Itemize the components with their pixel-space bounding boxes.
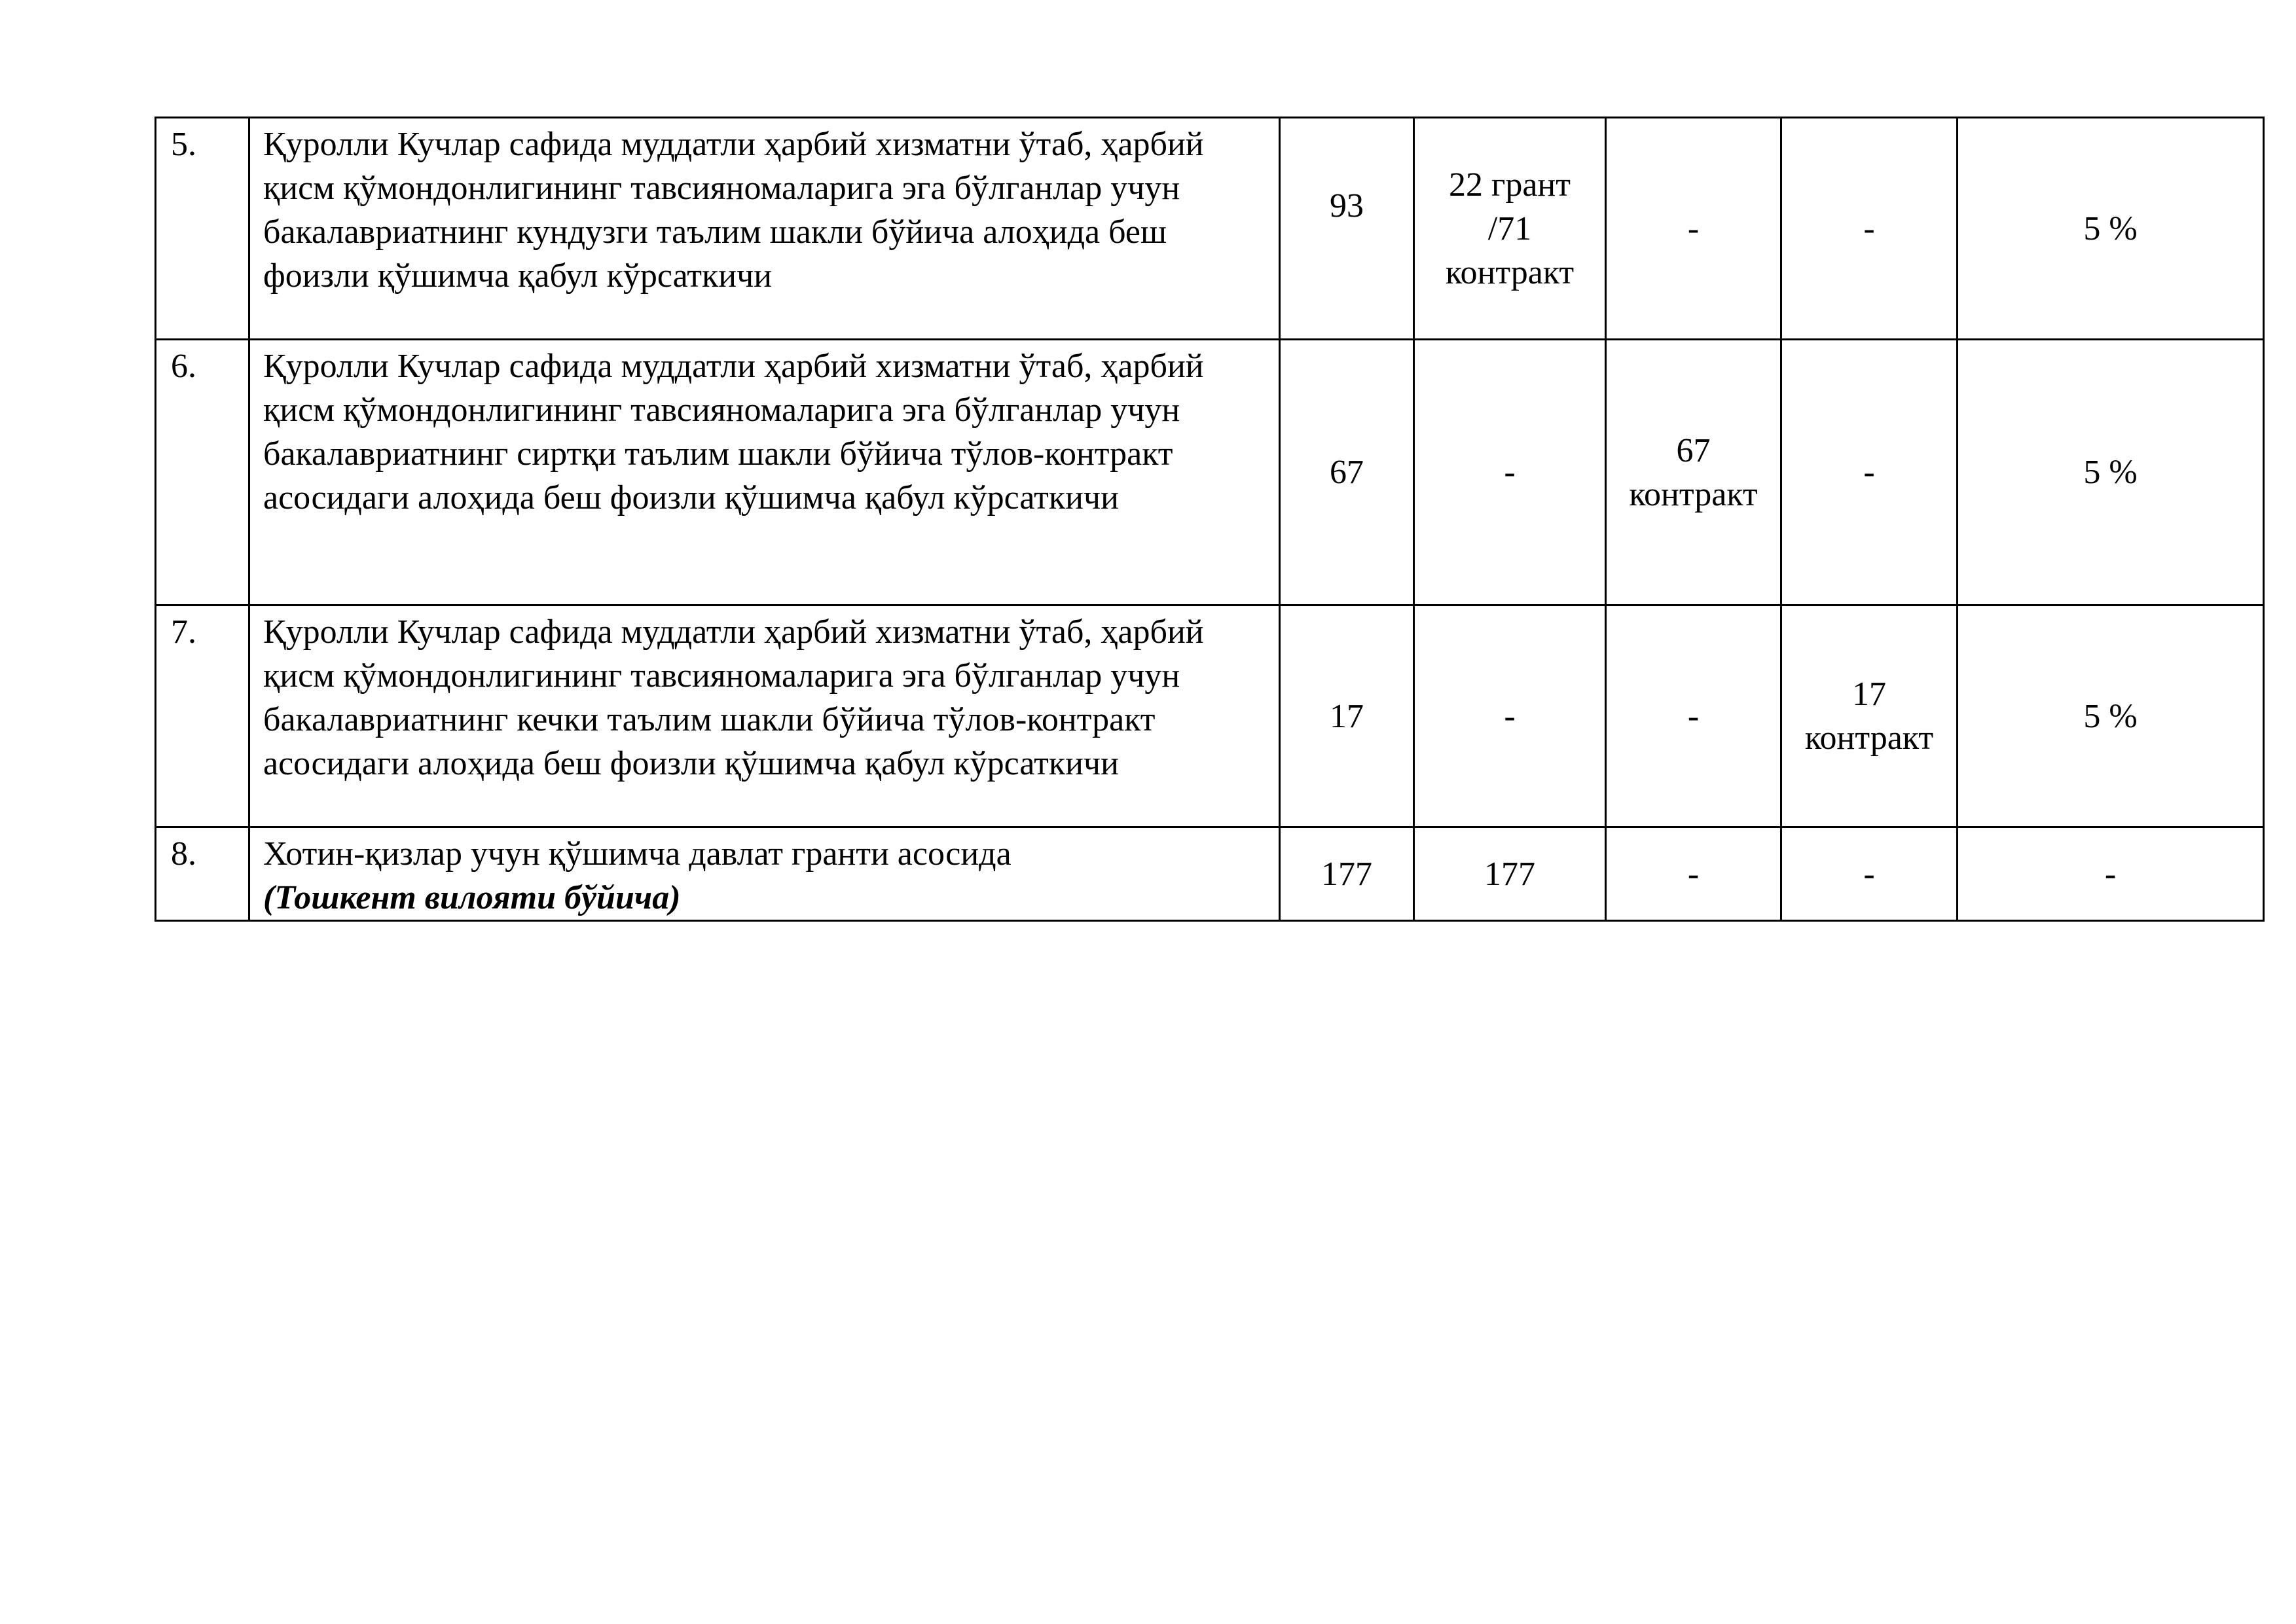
description-text: Қуролли Кучлар сафида муддатли ҳарбий хизматни ўтаб, ҳарбий қисм қўмондонлигининг тавсияномаларига эга бўлганлар учун бакалавриатнинг кечки таълим шакли бўйича тўлов-контракт асосидаги алоҳида беш фоизли қўшимча қабул кўрсаткичи [263, 613, 1204, 782]
row-description [249, 827, 1280, 921]
evening-quota-cell [1781, 118, 1958, 340]
extramural-quota-line: 67 [1676, 431, 1711, 469]
total-quota: 67 [1330, 454, 1364, 491]
daytime-quota-cell [1414, 605, 1606, 827]
admission-quota-table [155, 117, 2265, 922]
evening-quota-cell [1781, 827, 1958, 921]
table-row [156, 827, 2264, 921]
row-number: 5. [156, 118, 249, 340]
total-quota-cell [1280, 605, 1414, 827]
evening-quota-line: 17 [1852, 676, 1886, 713]
description-region-note: (Тошкент вилояти бўйича) [263, 879, 681, 916]
percent-cell: 5 % [1958, 118, 2264, 340]
evening-quota-line: контракт [1804, 719, 1934, 757]
daytime-quota-cell [1414, 827, 1606, 921]
row-number: 6. [156, 340, 249, 605]
evening-quota-line: - [1863, 454, 1875, 491]
extramural-quota-cell [1606, 827, 1781, 921]
daytime-quota-cell [1414, 118, 1606, 340]
row-description [249, 605, 1280, 827]
description-text: Қуролли Кучлар сафида муддатли ҳарбий хизматни ўтаб, ҳарбий қисм қўмондонлигининг тавсияномаларига эга бўлганлар учун бакалавриатнинг кундузги таълим шакли бўйича алоҳида беш фоизли қўшимча қабул кўрсаткичи [263, 126, 1204, 295]
daytime-quota-cell [1414, 340, 1606, 605]
extramural-quota-line: - [1687, 209, 1700, 247]
daytime-quota-line: 22 грант [1449, 166, 1571, 204]
extramural-quota-line: - [1687, 697, 1700, 735]
total-quota: 93 [1330, 187, 1364, 225]
total-quota-cell [1280, 340, 1414, 605]
table-row [156, 605, 2264, 827]
daytime-quota-line: /71 [1487, 209, 1532, 247]
daytime-quota-line: контракт [1445, 253, 1575, 291]
extramural-quota-cell [1606, 340, 1781, 605]
total-quota: 17 [1330, 697, 1364, 735]
evening-quota-cell [1781, 340, 1958, 605]
evening-quota-line: - [1863, 209, 1875, 247]
description-text: Қуролли Кучлар сафида муддатли ҳарбий хизматни ўтаб, ҳарбий қисм қўмондонлигининг тавсияномаларига эга бўлганлар учун бакалавриатнинг сиртқи таълим шакли бўйича тўлов-контракт асосидаги алоҳида беш фоизли қўшимча қабул кўрсаткичи [263, 348, 1204, 516]
total-quota-cell [1280, 827, 1414, 921]
row-description [249, 340, 1280, 605]
percent-cell: - [1958, 827, 2264, 921]
daytime-quota-line: - [1504, 454, 1516, 491]
extramural-quota-cell [1606, 605, 1781, 827]
extramural-quota-line: контракт [1629, 475, 1758, 513]
total-quota-cell [1280, 118, 1414, 340]
extramural-quota-line: - [1687, 855, 1700, 893]
extramural-quota-cell [1606, 118, 1781, 340]
row-number: 8. [156, 827, 249, 921]
daytime-quota-line: 177 [1484, 855, 1535, 893]
percent-cell: 5 % [1958, 605, 2264, 827]
evening-quota-cell [1781, 605, 1958, 827]
description-text: Хотин-қизлар учун қўшимча давлат гранти асосида [263, 835, 1011, 873]
row-number: 7. [156, 605, 249, 827]
row-description [249, 118, 1280, 340]
percent-cell: 5 % [1958, 340, 2264, 605]
table-row [156, 118, 2264, 340]
daytime-quota-line: - [1504, 697, 1516, 735]
table-row [156, 340, 2264, 605]
total-quota: 177 [1321, 855, 1372, 893]
evening-quota-line: - [1863, 855, 1875, 893]
